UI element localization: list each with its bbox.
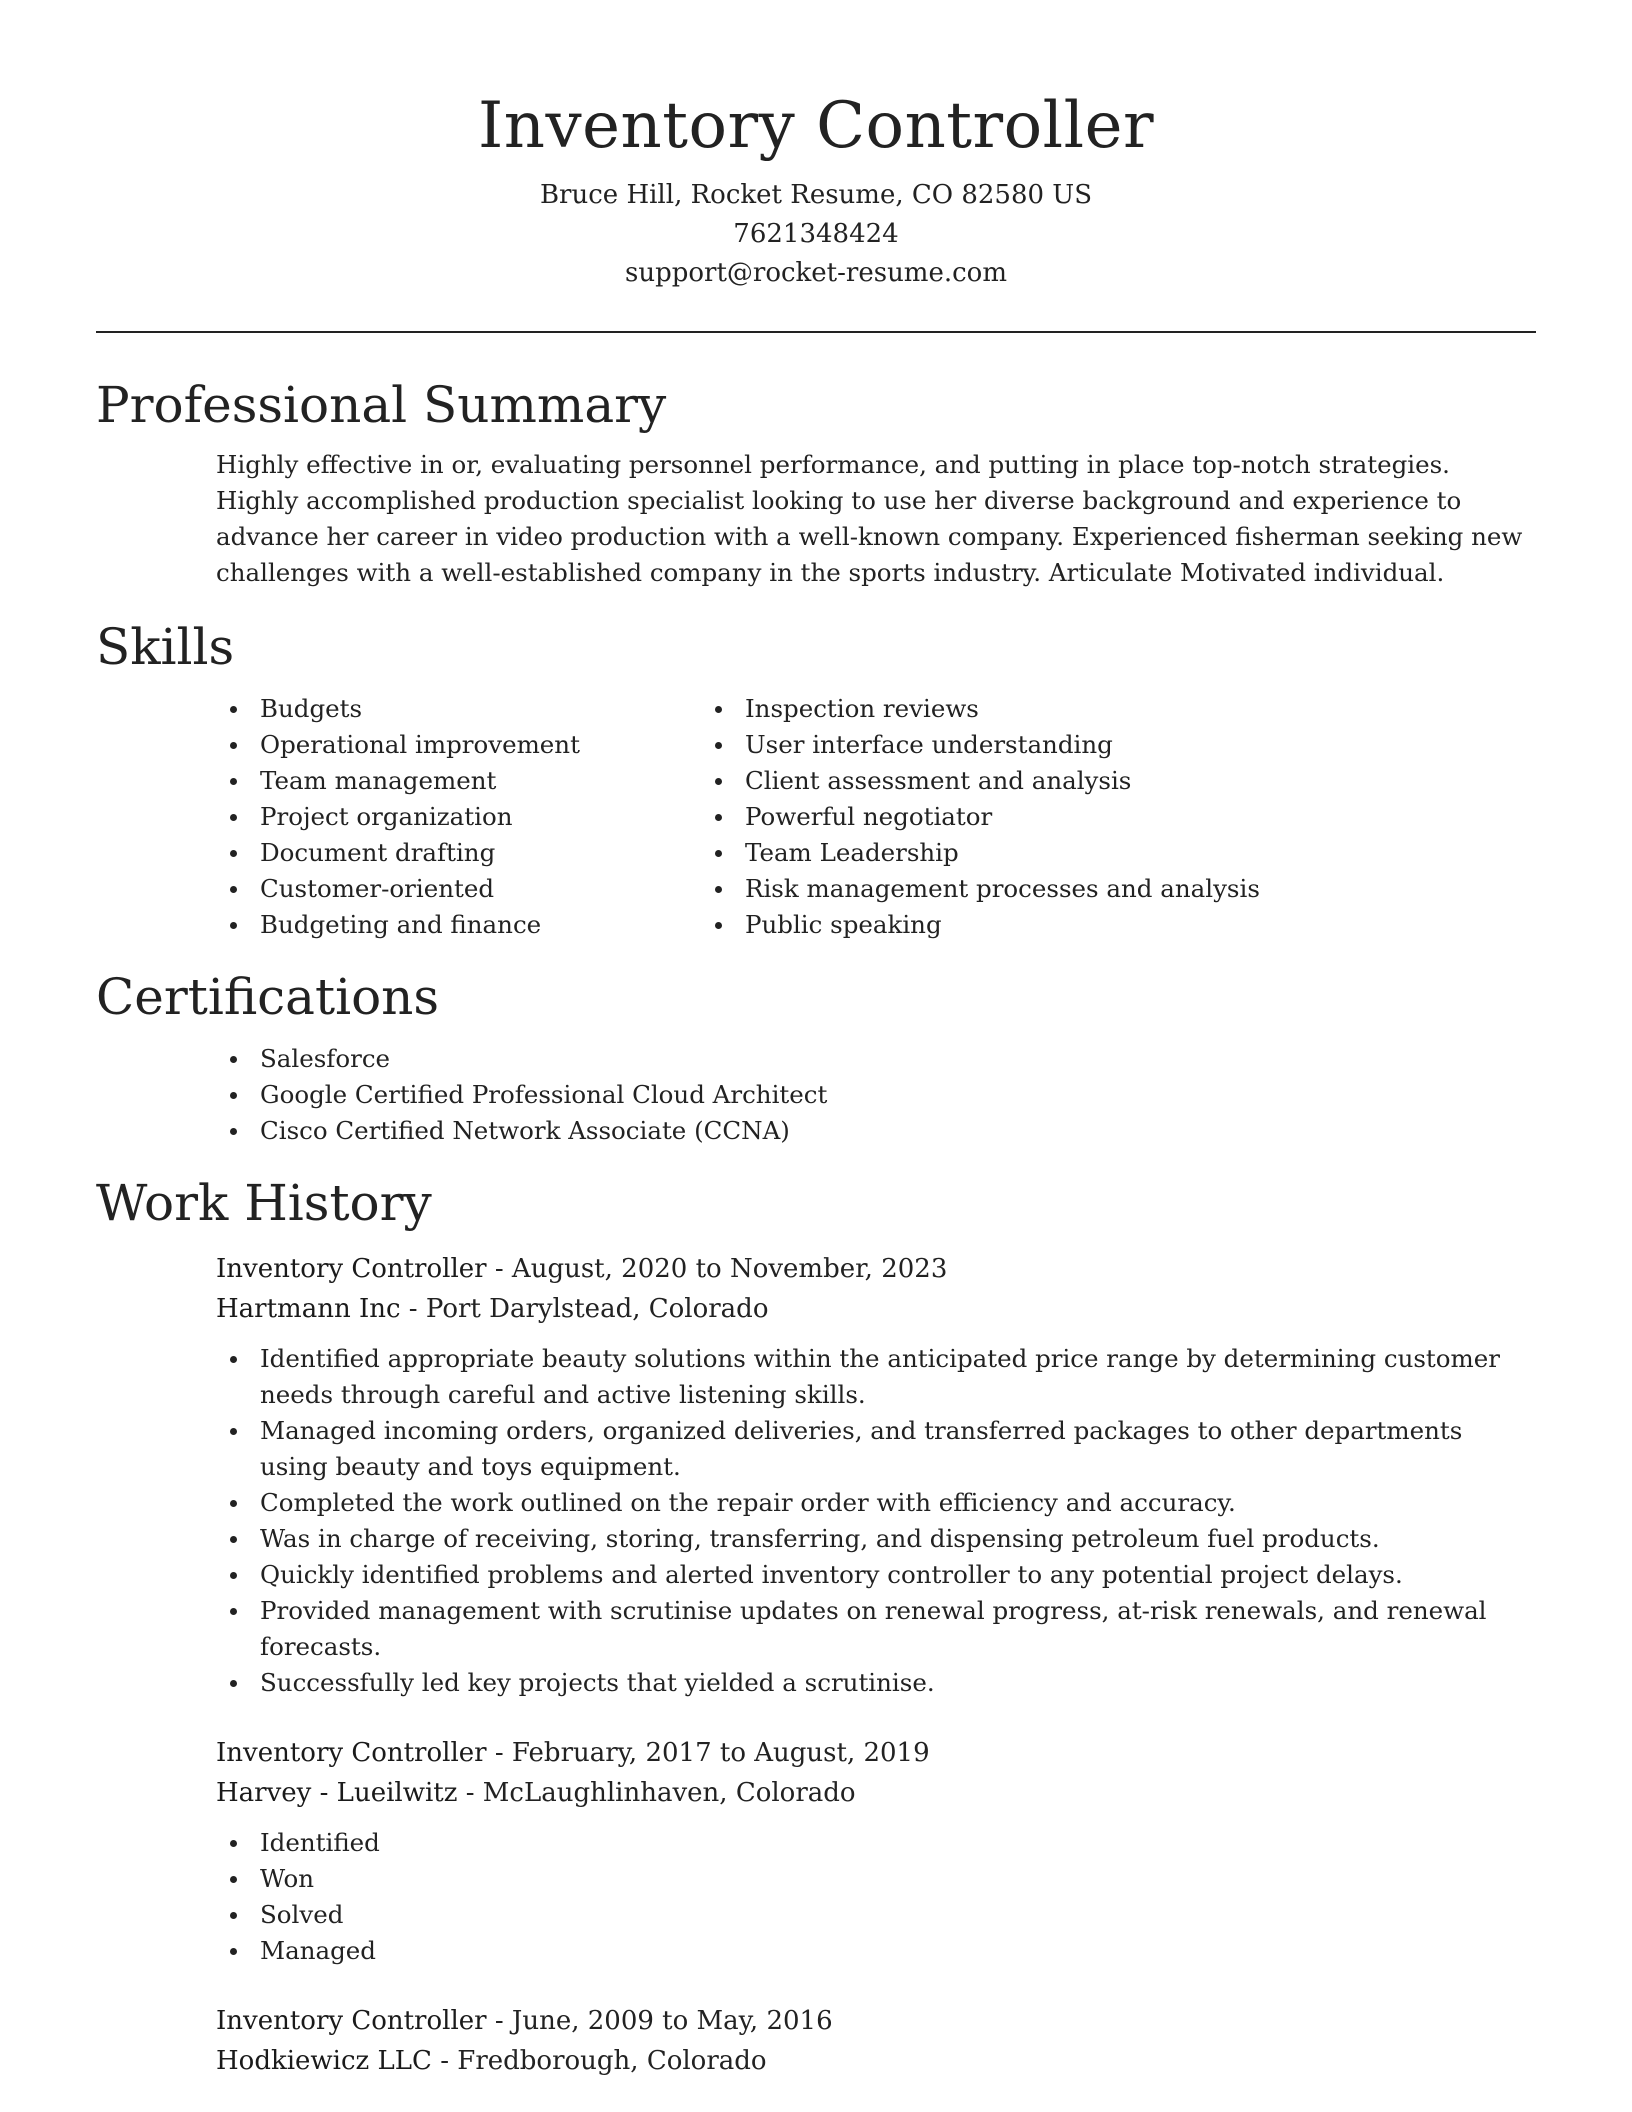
- job-duties: [216, 1341, 1536, 1701]
- job-title-line: [216, 2001, 1536, 2041]
- job-duty-item: Won: [260, 1861, 1536, 1897]
- skills-column-left: [96, 691, 745, 943]
- skill-item: Team management: [260, 763, 745, 799]
- contact-phone: 7621348424: [733, 219, 899, 249]
- skill-item: Public speaking: [745, 907, 1395, 943]
- job-duty-item: Provided management with scrutinise updates on renewal progress, at-risk renewals, and renewal forecasts.: [260, 1593, 1536, 1665]
- job-title-line: [216, 1249, 1536, 1289]
- certification-item: Salesforce: [260, 1041, 1536, 1077]
- skill-item: Budgeting and finance: [260, 907, 745, 943]
- job-company: Harvey - Lueilwitz: [216, 1778, 458, 1808]
- certification-item: Cisco Certified Network Associate (CCNA): [260, 1113, 1536, 1149]
- job-company-line: [216, 1289, 1536, 1329]
- job-title: Inventory Controller: [216, 1738, 487, 1768]
- job-title-line: [216, 1733, 1536, 1773]
- separator: -: [486, 1254, 512, 1284]
- job-company: Hartmann Inc: [216, 1294, 401, 1324]
- job-entry: [216, 1249, 1536, 1701]
- job-dates: August, 2020 to November, 2023: [511, 1254, 948, 1284]
- skills-heading: Skills: [96, 618, 235, 676]
- job-location: Fredborough, Colorado: [457, 2046, 767, 2076]
- certifications-heading: Certifications: [96, 968, 440, 1026]
- job-company-line: [216, 1773, 1536, 1813]
- job-duty-item: Was in charge of receiving, storing, transferring, and dispensing petroleum fuel products.: [260, 1521, 1536, 1557]
- skill-item: Operational improvement: [260, 727, 745, 763]
- summary-text: Highly effective in or, evaluating personnel performance, and putting in place top-notch strategies. Highly accomplished production specialist looking to use her diverse background and experience to advance her career in video production with a well-known company. Experienced fisherman seeking new challenges with a well-established company in the sports industry. Articulate Motivated individual.: [216, 450, 1523, 587]
- job-duty-item: Completed the work outlined on the repair order with efficiency and accuracy.: [260, 1485, 1536, 1521]
- skill-item: Customer-oriented: [260, 871, 745, 907]
- job-duties: [216, 1825, 1536, 1969]
- separator: -: [431, 2046, 458, 2076]
- skill-item: Team Leadership: [745, 835, 1395, 871]
- resume-page: [96, 0, 1536, 2081]
- job-duty-item: Identified: [260, 1825, 1536, 1861]
- job-dates: June, 2009 to May, 2016: [511, 2006, 833, 2036]
- skills-list: [96, 691, 1536, 943]
- skill-item: Inspection reviews: [745, 691, 1395, 727]
- contact-email: support@rocket-resume.com: [624, 258, 1007, 288]
- job-title: Inventory Controller: [216, 1254, 487, 1284]
- job-duty-item: Identified appropriate beauty solutions within the anticipated price range by determining customer needs through careful and active listening skills.: [260, 1341, 1536, 1413]
- contact-block: [96, 176, 1536, 293]
- skill-item: Powerful negotiator: [745, 799, 1395, 835]
- job-title: Inventory Controller: [216, 2006, 487, 2036]
- resume-title: Inventory Controller: [477, 89, 1155, 163]
- separator: -: [486, 2006, 512, 2036]
- job-location: McLaughlinhaven, Colorado: [482, 1778, 856, 1808]
- separator: -: [400, 1294, 426, 1324]
- skill-item: User interface understanding: [745, 727, 1395, 763]
- work-history-heading: Work History: [96, 1174, 432, 1232]
- contact-address: Bruce Hill, Rocket Resume, CO 82580 US: [539, 180, 1093, 210]
- skill-item: Budgets: [260, 691, 745, 727]
- skill-item: Project organization: [260, 799, 745, 835]
- job-company-line: [216, 2041, 1536, 2081]
- header-divider: [96, 331, 1536, 333]
- job-entry: [216, 1733, 1536, 1969]
- job-duty-item: Solved: [260, 1897, 1536, 1933]
- skill-item: Risk management processes and analysis: [745, 871, 1395, 907]
- job-duty-item: Successfully led key projects that yielded a scrutinise.: [260, 1665, 1536, 1701]
- job-duty-item: Managed: [260, 1933, 1536, 1969]
- job-duty-item: Managed incoming orders, organized deliveries, and transferred packages to other departments using beauty and toys equipment.: [260, 1413, 1536, 1485]
- separator: -: [457, 1778, 483, 1808]
- job-dates: February, 2017 to August, 2019: [511, 1738, 930, 1768]
- skill-item: Document drafting: [260, 835, 745, 871]
- separator: -: [486, 1738, 512, 1768]
- job-location: Port Darylstead, Colorado: [425, 1294, 769, 1324]
- skills-column-right: [745, 691, 1395, 943]
- job-company: Hodkiewicz LLC: [216, 2046, 432, 2076]
- job-duty-item: Quickly identified problems and alerted inventory controller to any potential project delays.: [260, 1557, 1536, 1593]
- certifications-list: [96, 1041, 1536, 1149]
- certification-item: Google Certified Professional Cloud Architect: [260, 1077, 1536, 1113]
- skill-item: Client assessment and analysis: [745, 763, 1395, 799]
- job-entry: [216, 2001, 1536, 2081]
- summary-heading: Professional Summary: [96, 376, 667, 434]
